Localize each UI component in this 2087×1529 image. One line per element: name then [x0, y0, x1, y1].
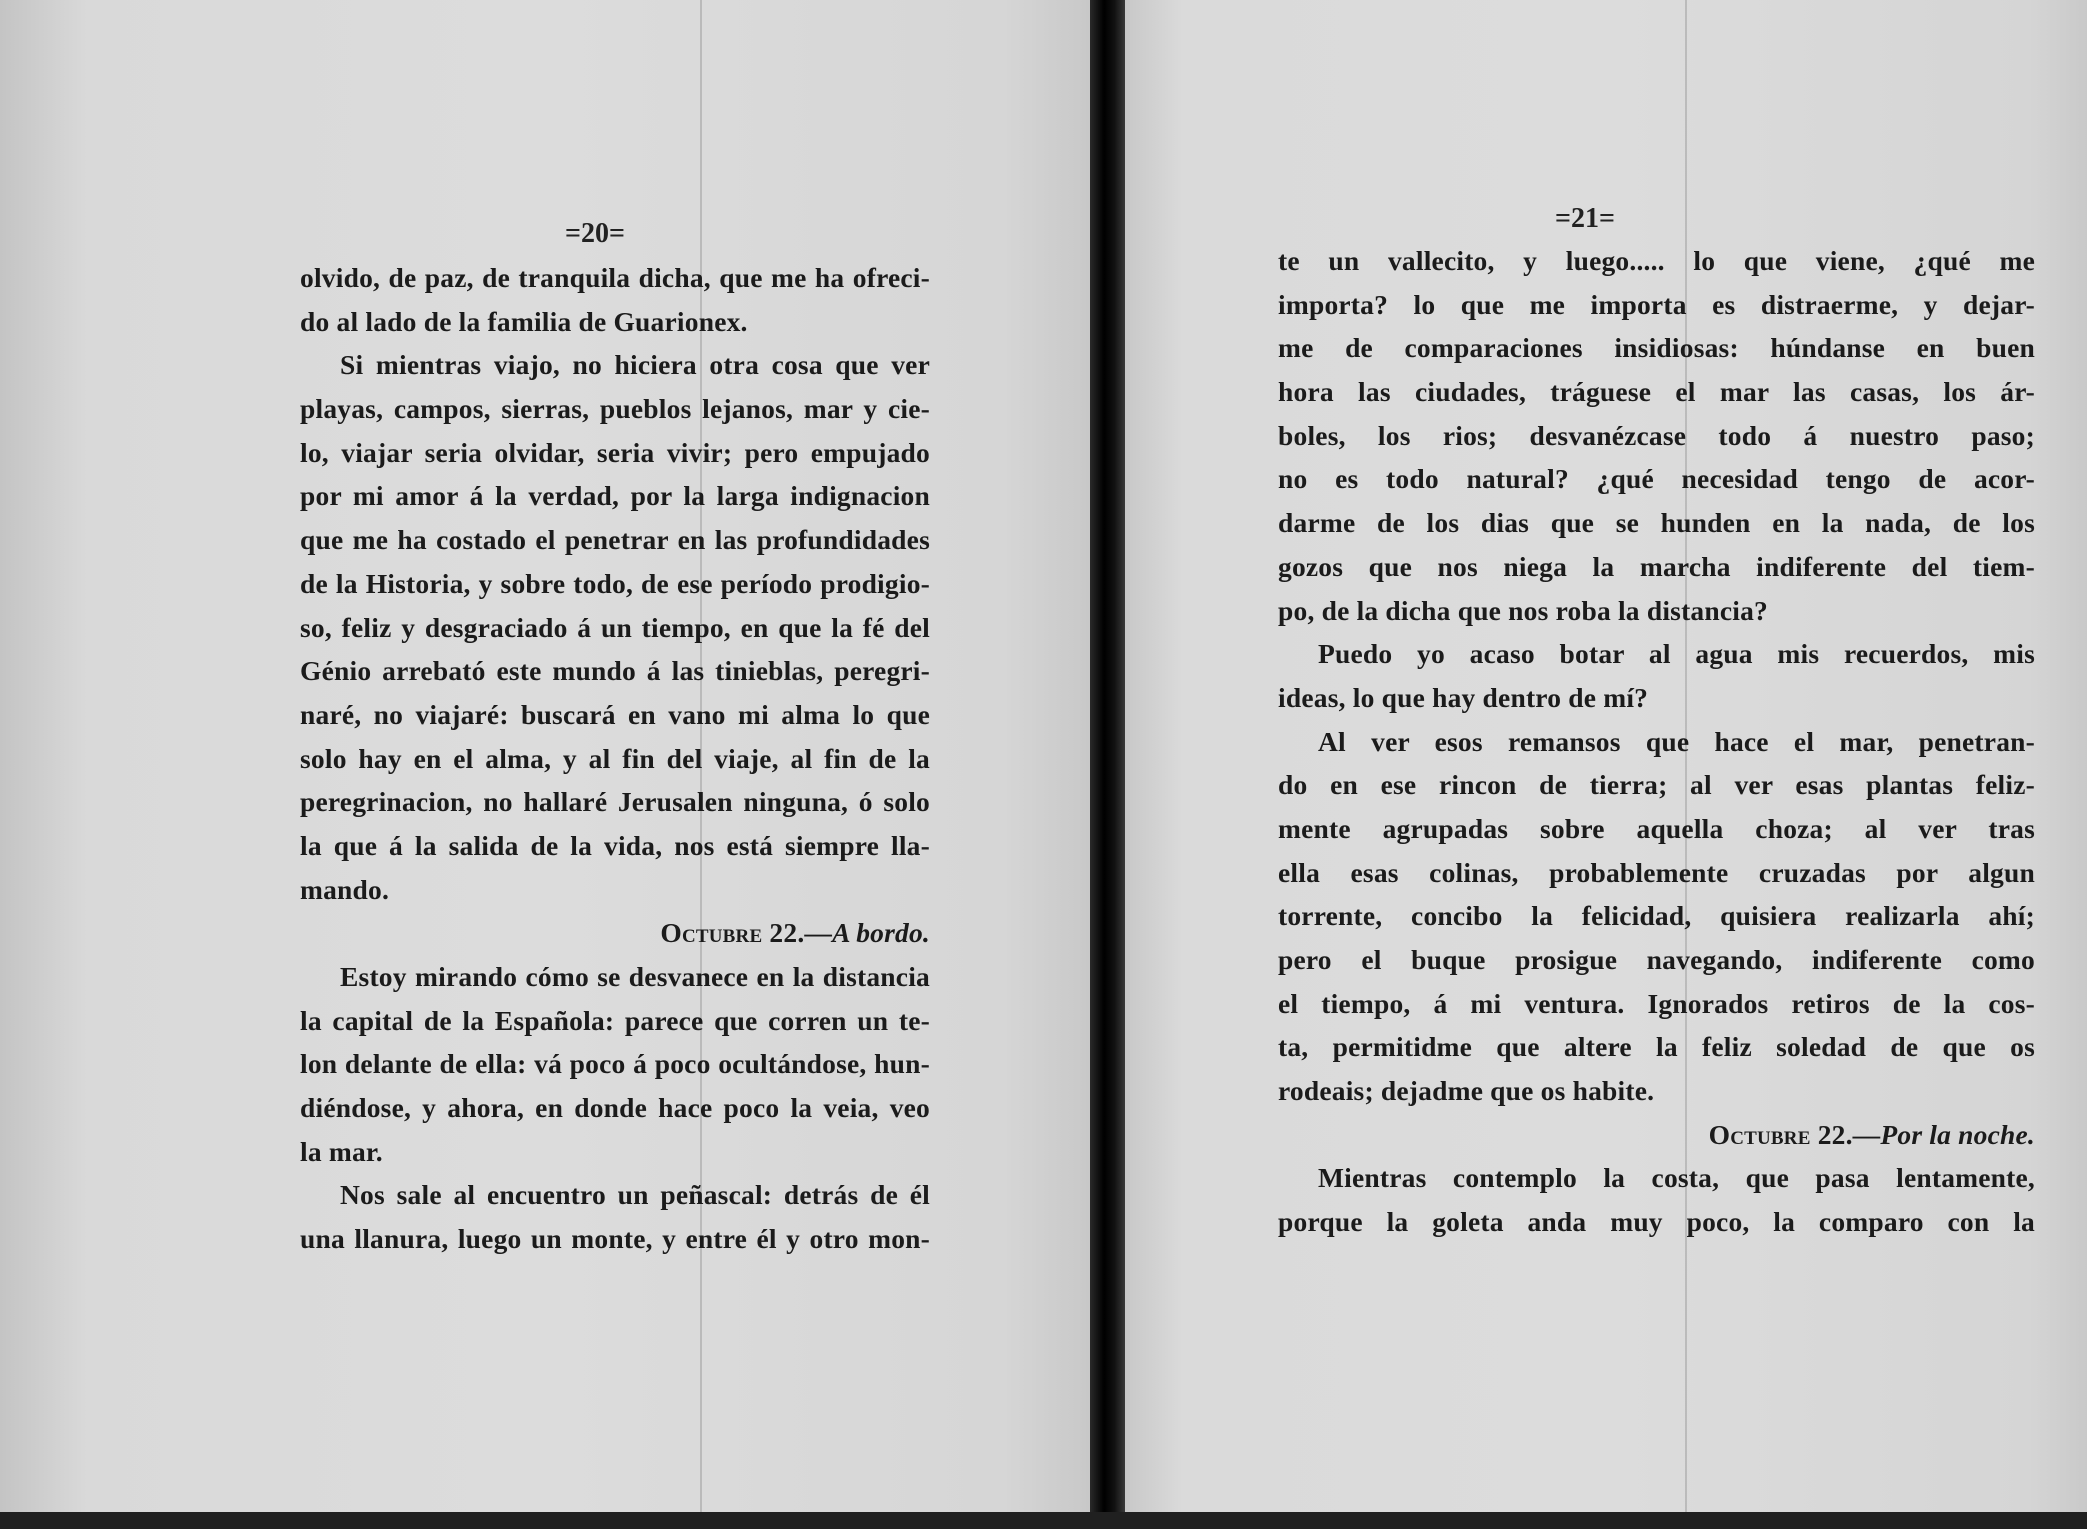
text-line: Puedo yo acaso botar al agua mis recuerdos, mis — [1318, 638, 2035, 670]
text-line: la capital de la Española: parece que corren un te- — [300, 1004, 930, 1036]
text-line: hora las ciudades, tráguese el mar las casas, los ár- — [1278, 376, 2035, 408]
text-line: Al ver esos remansos que hace el mar, penetran- — [1318, 725, 2035, 757]
text-line: que me ha costado el penetrar en las profundidades — [300, 524, 930, 556]
entry-heading — [1278, 1113, 2035, 1157]
text-line: no es todo natural? ¿qué necesidad tengo de acor- — [1278, 463, 2035, 495]
text-line: so, feliz y desgraciado á un tiempo, en que la fé del — [300, 611, 930, 643]
text-line: de la Historia, y sobre todo, de ese período prodigio- — [300, 567, 930, 599]
text-line: porque la goleta anda muy poco, la comparo con la — [1278, 1206, 2035, 1238]
text-line: una llanura, luego un monte, y entre él y otro mon- — [300, 1223, 930, 1255]
text-line: po, de la dicha que nos roba la distancia? — [1278, 594, 1769, 626]
text-line: gozos que nos niega la marcha indiferente del tiem- — [1278, 550, 2035, 582]
text-line: Mientras contemplo la costa, que pasa lentamente, — [1318, 1162, 2035, 1194]
text-line: boles, los rios; desvanézcase todo á nuestro paso; — [1278, 419, 2035, 451]
text-line: solo hay en el alma, y al fin del viaje, al fin de la — [300, 742, 930, 774]
text-line: importa? lo que me importa es distraerme, y dejar- — [1278, 288, 2035, 320]
text-line: do al lado de la familia de Guarionex. — [300, 305, 748, 337]
text-line: lo, viajar seria olvidar, seria vivir; pero empujado — [300, 436, 930, 468]
text-line: ideas, lo que hay dentro de mí? — [1278, 681, 1649, 713]
text-line: el tiempo, á mi ventura. Ignorados retiros de la cos- — [1278, 987, 2035, 1019]
text-line: la mar. — [300, 1135, 383, 1167]
page-number-left: =20= — [565, 218, 625, 249]
scan-bottom-edge — [0, 1512, 2087, 1529]
text-line: peregrinacion, no hallaré Jerusalen ninguna, ó solo — [300, 786, 930, 818]
right-page — [1125, 0, 2087, 1515]
right-page-text — [1278, 239, 2035, 1244]
text-line: la que á la salida de la vida, nos está siempre lla- — [300, 829, 930, 861]
text-line: Si mientras viajo, no hiciera otra cosa que ver — [340, 349, 930, 381]
text-line: playas, campos, sierras, pueblos lejanos, mar y cie- — [300, 393, 930, 425]
text-line: te un vallecito, y luego..... lo que viene, ¿qué me — [1278, 245, 2035, 276]
text-line: diéndose, y ahora, en donde hace poco la veia, veo — [300, 1092, 930, 1124]
text-line: Nos sale al encuentro un peñascal: detrás de él — [340, 1179, 930, 1211]
heading-month: Octubre — [1708, 1118, 1811, 1150]
book-gutter — [1090, 0, 1125, 1529]
text-line: por mi amor á la verdad, por la larga indignacion — [300, 480, 930, 512]
text-line: naré, no viajaré: buscará en vano mi alma lo que — [300, 698, 930, 730]
text-line: me de comparaciones insidiosas: húndanse en buen — [1278, 332, 2035, 364]
text-line: darme de los dias que se hunden en la nada, de los — [1278, 507, 2035, 539]
text-line: lon delante de ella: vá poco á poco ocultándose, hun- — [300, 1048, 930, 1080]
heading-day: 22.— — [769, 917, 833, 949]
text-line: mente agrupadas sobre aquella choza; al ver tras — [1278, 812, 2035, 844]
left-page-text — [300, 256, 930, 1261]
text-line: pero el buque prosigue navegando, indiferente como — [1278, 944, 2035, 975]
text-line: olvido, de paz, de tranquila dicha, que me ha ofreci- — [300, 262, 930, 293]
text-line: mando. — [300, 873, 390, 905]
entry-heading — [300, 911, 930, 955]
page-number-right: =21= — [1555, 203, 1615, 234]
heading-place: A bordo. — [832, 917, 930, 949]
text-line: Génio arrebató este mundo á las tinieblas, peregri- — [300, 655, 930, 687]
text-line: Estoy mirando cómo se desvanece en la distancia — [340, 961, 930, 992]
heading-day: 22.— — [1817, 1118, 1881, 1150]
text-line: ta, permitidme que altere la feliz soledad de que os — [1278, 1031, 2035, 1063]
heading-month: Octubre — [660, 917, 763, 949]
text-line: do en ese rincon de tierra; al ver esas plantas feliz- — [1278, 769, 2035, 801]
heading-place: Por la noche. — [1880, 1118, 2035, 1150]
text-line: torrente, concibo la felicidad, quisiera realizarla ahí; — [1278, 900, 2035, 932]
text-line: ella esas colinas, probablemente cruzadas por algun — [1278, 856, 2035, 888]
text-line: rodeais; dejadme que os habite. — [1278, 1075, 1655, 1107]
